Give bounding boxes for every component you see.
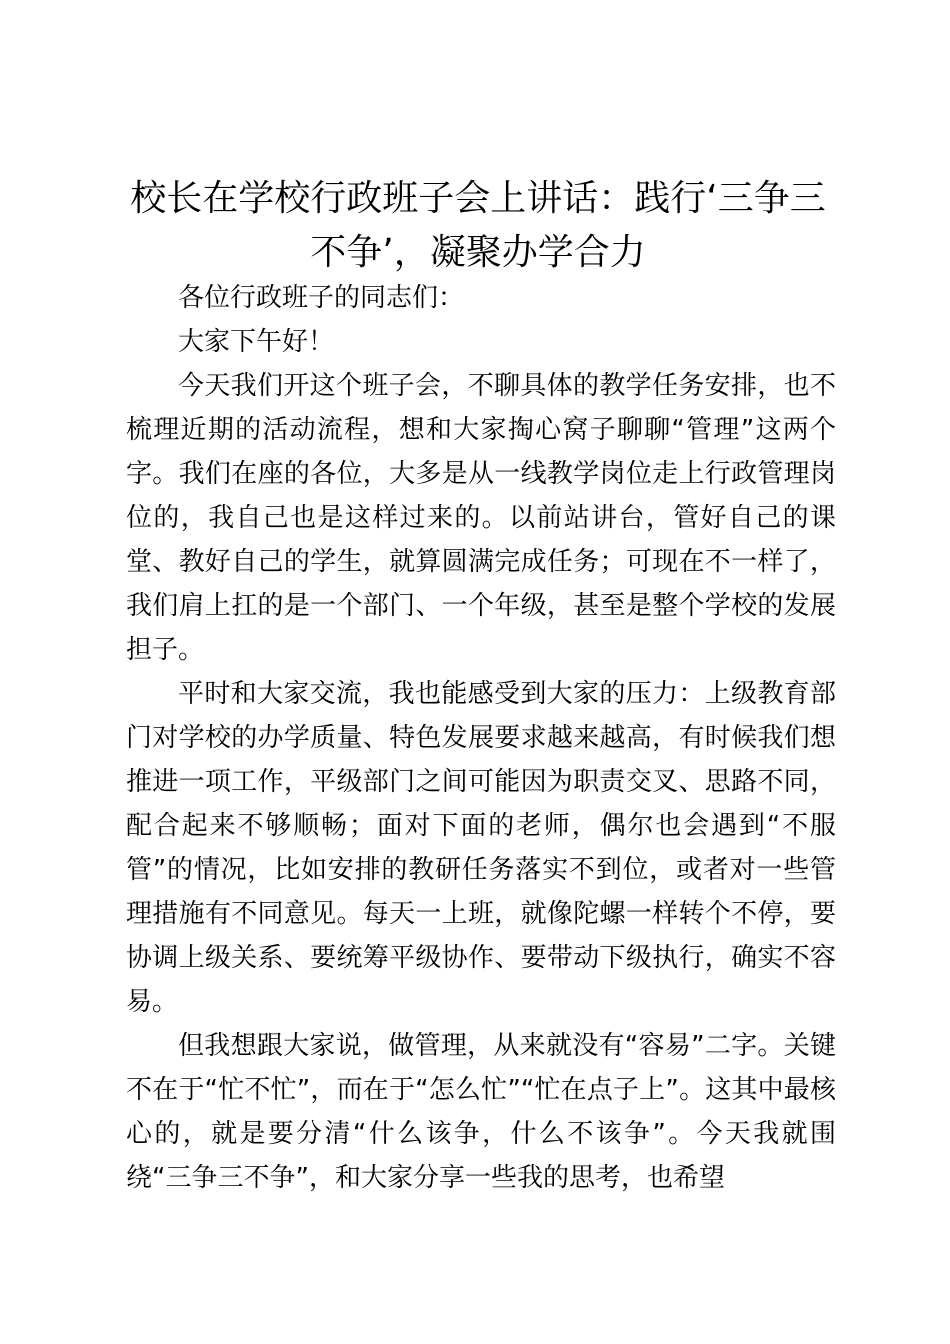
document-title: 校长在学校行政班子会上讲话：践行‘三争三不争’，凝聚办学合力: [130, 178, 826, 273]
document-body: [126, 276, 836, 1200]
paragraph: 平时和大家交流，我也能感受到大家的压力：上级教育部门对学校的办学质量、特色发展要求越来越高，有时候我们想推进一项工作，平级部门之间可能因为职责交叉、思路不同，配合起来不够顺畅；面对下面的老师，偶尔也会遇到“不服管”的情况，比如安排的教研任务落实不到位，或者对一些管理措施有不同意见。每天一上班，就像陀螺一样转个不停，要协调上级关系、要统筹平级协作、要带动下级执行，确实不容易。: [126, 679, 836, 1017]
salutation: 各位行政班子的同志们：: [178, 283, 465, 313]
paragraph: 今天我们开这个班子会，不聊具体的教学任务安排，也不梳理近期的活动流程，想和大家掏心窝子聊聊“管理”这两个字。我们在座的各位，大多是从一线教学岗位走上行政管理岗位的，我自己也是这样过来的。以前站讲台，管好自己的课堂、教好自己的学生，就算圆满完成任务；可现在不一样了，我们肩上扛的是一个部门、一个年级，甚至是整个学校的发展担子。: [126, 371, 836, 665]
greeting: 大家下午好！: [178, 327, 335, 357]
paragraph: 但我想跟大家说，做管理，从来就没有“容易”二字。关键不在于“忙不忙”，而在于“怎么忙”“忙在点子上”。这其中最核心的，就是要分清“什么该争，什么不该争”。今天我就围绕“三争三不争”，和大家分享一些我的思考，也希望: [126, 1031, 836, 1193]
